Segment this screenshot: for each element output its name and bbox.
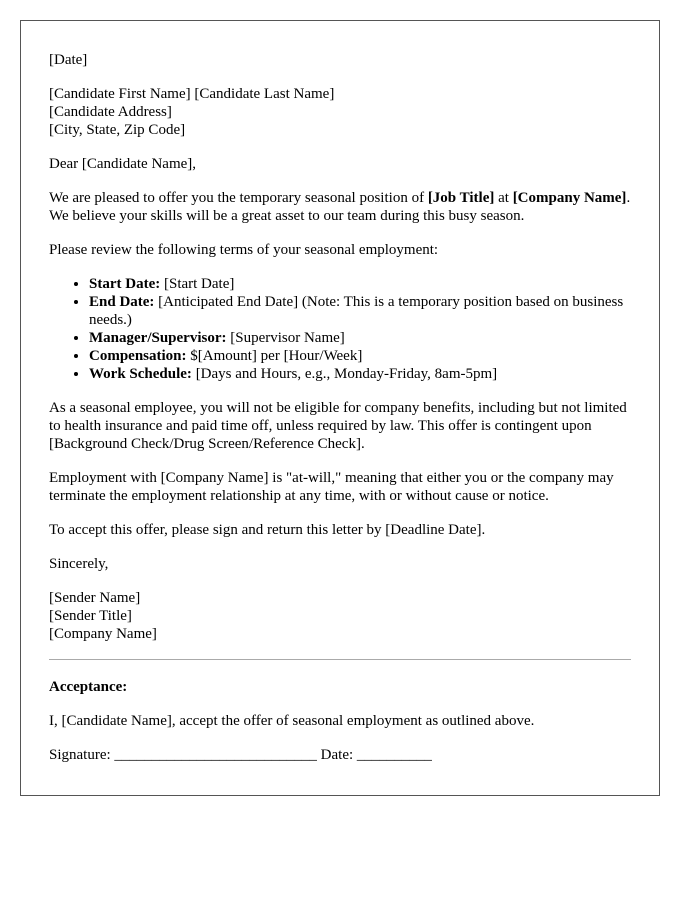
sender-block [49,589,631,643]
job-title-placeholder: [Job Title] [427,190,495,206]
intro-text-3: . We believe your skills will be a great asset to our team during this busy season. [49,190,631,224]
acceptance-heading-text: Acceptance: [49,679,128,695]
at-will-paragraph: Employment with [Company Name] is "at-will," meaning that either you or the company may terminate the employment relationship at any time, with or without cause or notice. [49,470,614,504]
recipient-address: [Candidate Address] [49,104,172,120]
term-label: Manager/Supervisor: [89,330,227,346]
term-value: [Days and Hours, e.g., Monday-Friday, 8am-5pm] [191,366,498,382]
term-value: $[Amount] per [Hour/Week] [186,348,363,364]
employment-terms-list [49,275,631,383]
sender-name: [Sender Name] [49,590,141,606]
recipient-address-block [49,85,631,139]
offer-letter [20,20,660,796]
term-value: [Supervisor Name] [226,330,345,346]
term-label: Work Schedule: [89,366,192,382]
term-work-schedule [89,365,631,383]
term-value: [Anticipated End Date] (Note: This is a temporary position based on business needs.) [89,294,624,328]
acceptance-heading [49,678,631,696]
letter-date: [Date] [49,52,88,68]
sender-title: [Sender Title] [49,608,132,624]
term-label: End Date: [89,294,155,310]
review-terms-text: Please review the following terms of your seasonal employment: [49,242,439,258]
intro-paragraph [49,189,631,225]
benefits-paragraph: As a seasonal employee, you will not be eligible for company benefits, including but not limited to health insurance and paid time off, unless required by law. This offer is contingent upon [Background Check/Drug Screen/Reference Check]. [49,400,627,452]
sender-company: [Company Name] [49,626,157,642]
term-end-date [89,293,631,329]
recipient-city: [City, State, Zip Code] [49,122,186,138]
recipient-name: [Candidate First Name] [Candidate Last Name] [49,86,335,102]
term-manager [89,329,631,347]
term-start-date [89,275,631,293]
accept-instructions: To accept this offer, please sign and return this letter by [Deadline Date]. [49,522,486,538]
salutation: Dear [Candidate Name], [49,156,197,172]
intro-text-2: at [494,190,513,206]
section-divider [49,659,631,660]
term-label: Compensation: [89,348,187,364]
signature-date-line: Signature: ___________________________ Date: __________ [49,747,432,763]
term-value: [Start Date] [160,276,235,292]
term-label: Start Date: [89,276,161,292]
acceptance-statement: I, [Candidate Name], accept the offer of seasonal employment as outlined above. [49,713,535,729]
intro-text-1: We are pleased to offer you the temporary seasonal position of [49,190,428,206]
term-compensation [89,347,631,365]
company-name-placeholder: [Company Name] [512,190,627,206]
closing: Sincerely, [49,556,109,572]
